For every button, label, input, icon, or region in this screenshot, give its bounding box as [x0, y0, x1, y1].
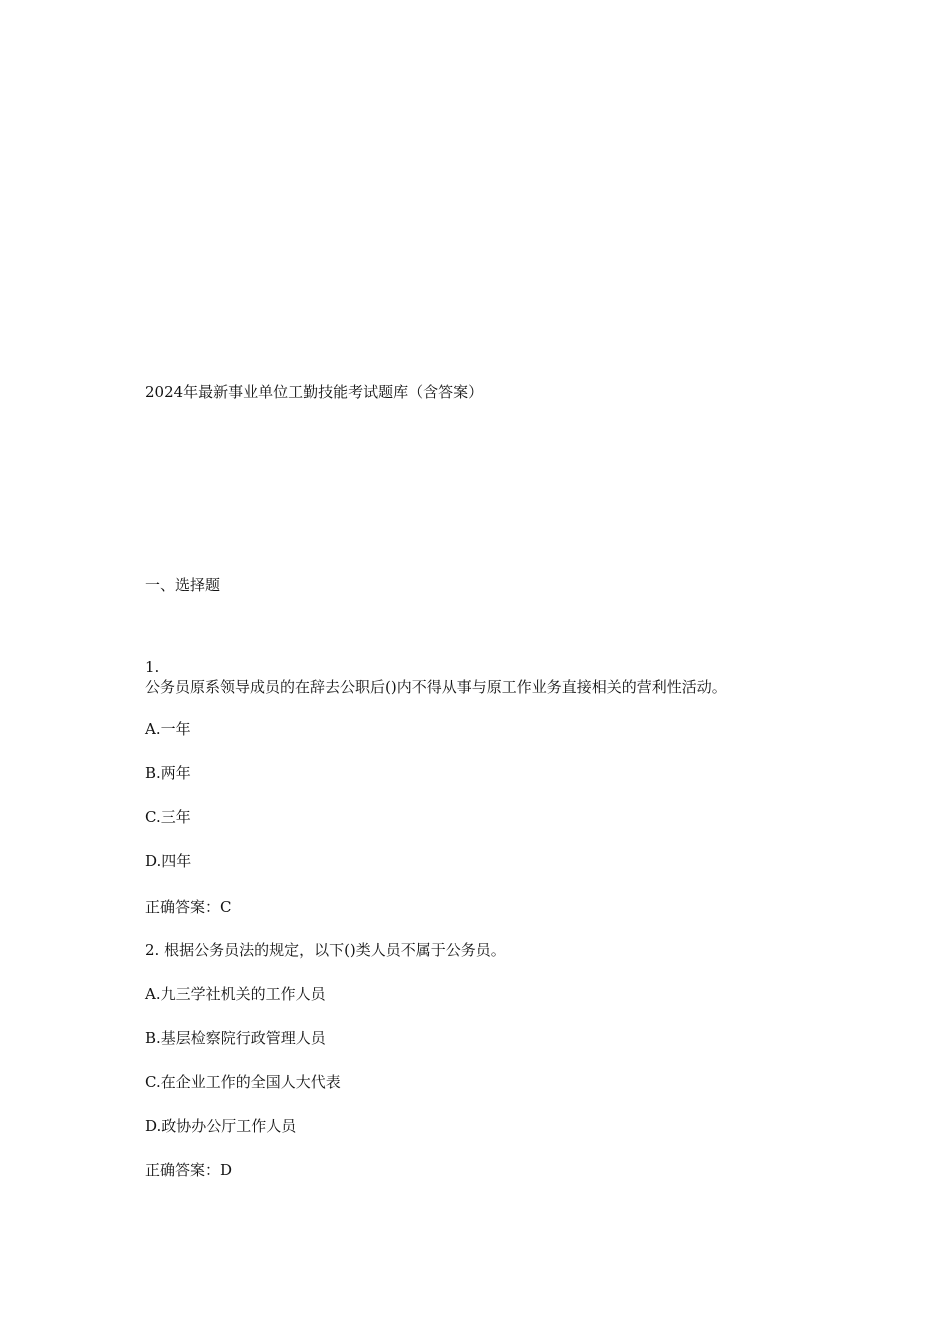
- question-2-answer: 正确答案：D: [145, 1161, 233, 1179]
- question-1-text: 公务员原系领导成员的在辞去公职后()内不得从事与原工作业务直接相关的营利性活动。: [145, 678, 727, 696]
- question-1-option-a: A.一年: [145, 720, 191, 738]
- document-title: 2024年最新事业单位工勤技能考试题库（含答案）: [145, 383, 484, 401]
- question-2-option-a: A.九三学社机关的工作人员: [145, 985, 326, 1003]
- question-1-option-d: D.四年: [145, 852, 192, 870]
- question-2-option-d: D.政协办公厅工作人员: [145, 1117, 297, 1135]
- section-heading: 一、选择题: [145, 576, 221, 594]
- question-1-answer: 正确答案：C: [145, 898, 232, 916]
- question-2-option-c: C.在企业工作的全国人大代表: [145, 1073, 341, 1091]
- question-1-number: 1.: [145, 658, 160, 676]
- question-1-option-b: B.两年: [145, 764, 191, 782]
- question-1-option-c: C.三年: [145, 808, 191, 826]
- question-2-text: 2. 根据公务员法的规定，以下()类人员不属于公务员。: [145, 941, 506, 959]
- question-2-option-b: B.基层检察院行政管理人员: [145, 1029, 326, 1047]
